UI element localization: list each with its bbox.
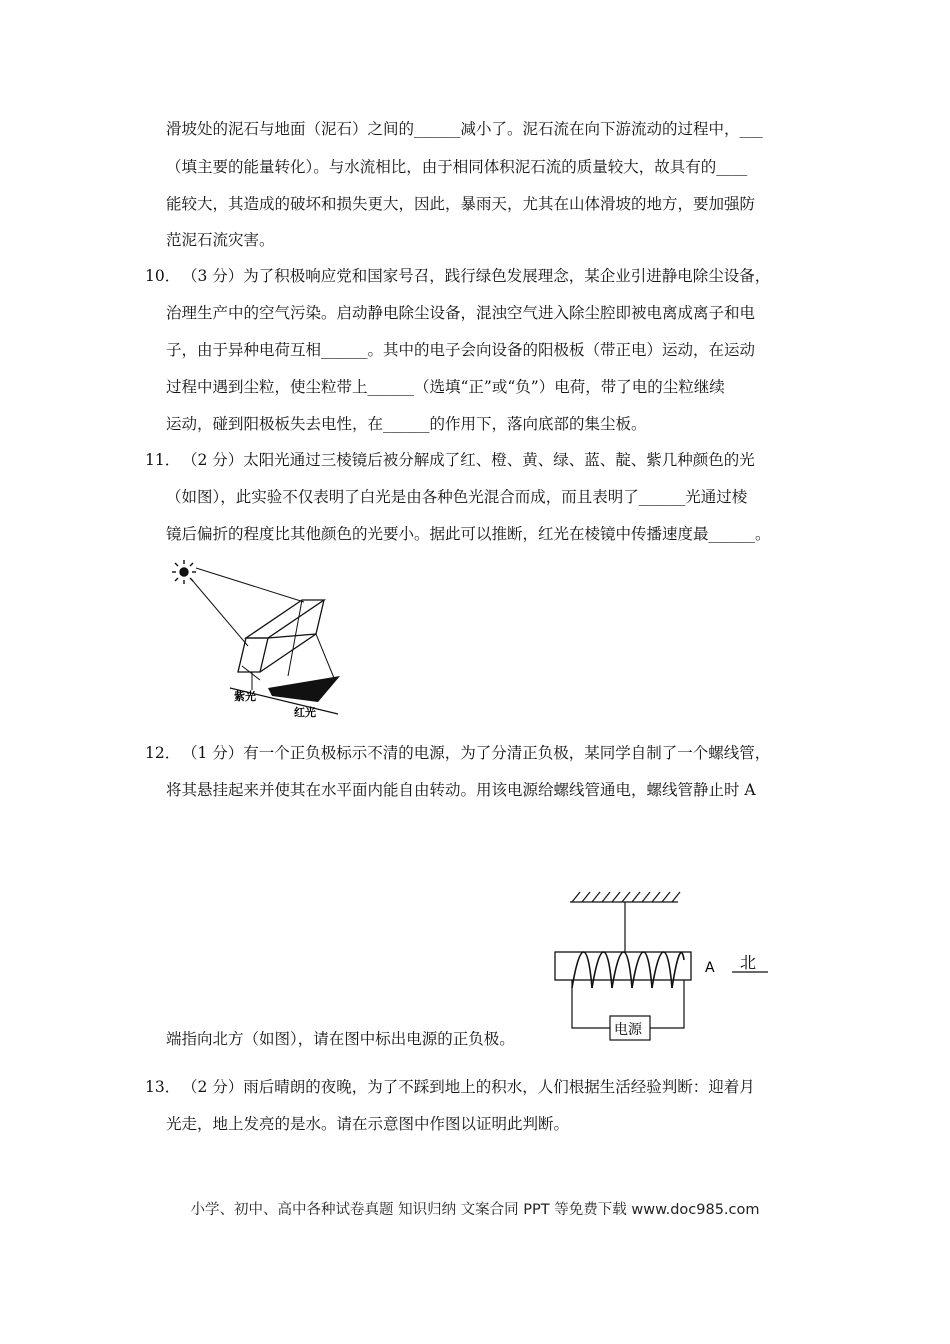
power-source-label: 电源 [614, 1022, 642, 1038]
q11-number: 11． [145, 451, 181, 469]
label-red-light: 红光 [294, 706, 316, 718]
q12-line-3: 端指向北方（如图），请在图中标出电源的正负极。 [166, 1030, 515, 1048]
label-violet-light: 紫光 [234, 690, 256, 703]
q12-number: 12． [145, 744, 181, 762]
north-label: 北 [740, 953, 757, 972]
q9-line-2: （填主要的能量转化）。与水流相比，由于相同体积泥石流的质量较大，故具有的____ [166, 158, 748, 176]
q10-line-4: 过程中遇到尘粒，使尘粒带上______（选填“正”或“负”）电荷，带了电的尘粒继续 [166, 378, 725, 396]
q11-line-3: 镜后偏折的程度比其他颜色的光要小。据此可以推断，红光在棱镜中传播速度最______。 [166, 525, 771, 543]
end-a-label: A [705, 960, 715, 976]
q12-line-1: （1 分）有一个正负极标示不清的电源，为了分清正负极，某同学自制了一个螺线管， [182, 744, 771, 762]
page-footer: 小学、初中、高中各种试卷真题 知识归纳 文案合同 PPT 等免费下载 www.doc985.com [190, 1202, 760, 1218]
q9-line-3: 能较大，其造成的破坏和损失更大，因此，暴雨天，尤其在山体滑坡的地方，要加强防 [166, 195, 756, 213]
q13-line-1: （2 分）雨后晴朗的夜晚，为了不踩到地上的积水，人们根据生活经验判断：迎着月 [182, 1078, 755, 1096]
q13-number: 13． [145, 1078, 181, 1096]
solenoid-coil [572, 952, 684, 988]
q11-line-2: （如图），此实验不仅表明了白光是由各种色光混合而成，而且表明了______光通过棱 [166, 488, 748, 506]
ceiling-support [570, 892, 680, 902]
q10-line-5: 运动，碰到阳极板失去电性，在______的作用下，落向底部的集尘板。 [166, 415, 647, 433]
q12-line-2: 将其悬挂起来并使其在水平面内能自由转动。用该电源给螺线管通电，螺线管静止时 A [166, 781, 756, 799]
q11-line-1: （2 分）太阳光通过三棱镜后被分解成了红、橙、黄、绿、蓝、靛、紫几种颜色的光 [182, 451, 755, 469]
prism [238, 600, 324, 672]
spectrum-band [268, 676, 340, 702]
q10-line-3: 子，由于异种电荷互相______。其中的电子会向设备的阳极板（带正电）运动，在运动 [166, 341, 756, 359]
q13-line-2: 光走，地上发亮的是水。请在示意图中作图以证明此判断。 [166, 1115, 570, 1133]
q10-line-2: 治理生产中的空气污染。启动静电除尘设备，混浊空气进入除尘腔即被电离成离子和电 [166, 304, 756, 322]
q9-line-4: 范泥石流灾害。 [166, 231, 275, 249]
q9-line-1: 滑坡处的泥石与地面（泥石）之间的______减小了。泥石流在向下游流动的过程中，___ [166, 120, 763, 138]
solenoid-figure [550, 880, 775, 1045]
prism-figure [168, 556, 346, 718]
q10-line-1: （3 分）为了积极响应党和国家号召，践行绿色发展理念，某企业引进静电除尘设备， [182, 267, 771, 285]
q10-number: 10． [145, 267, 181, 285]
